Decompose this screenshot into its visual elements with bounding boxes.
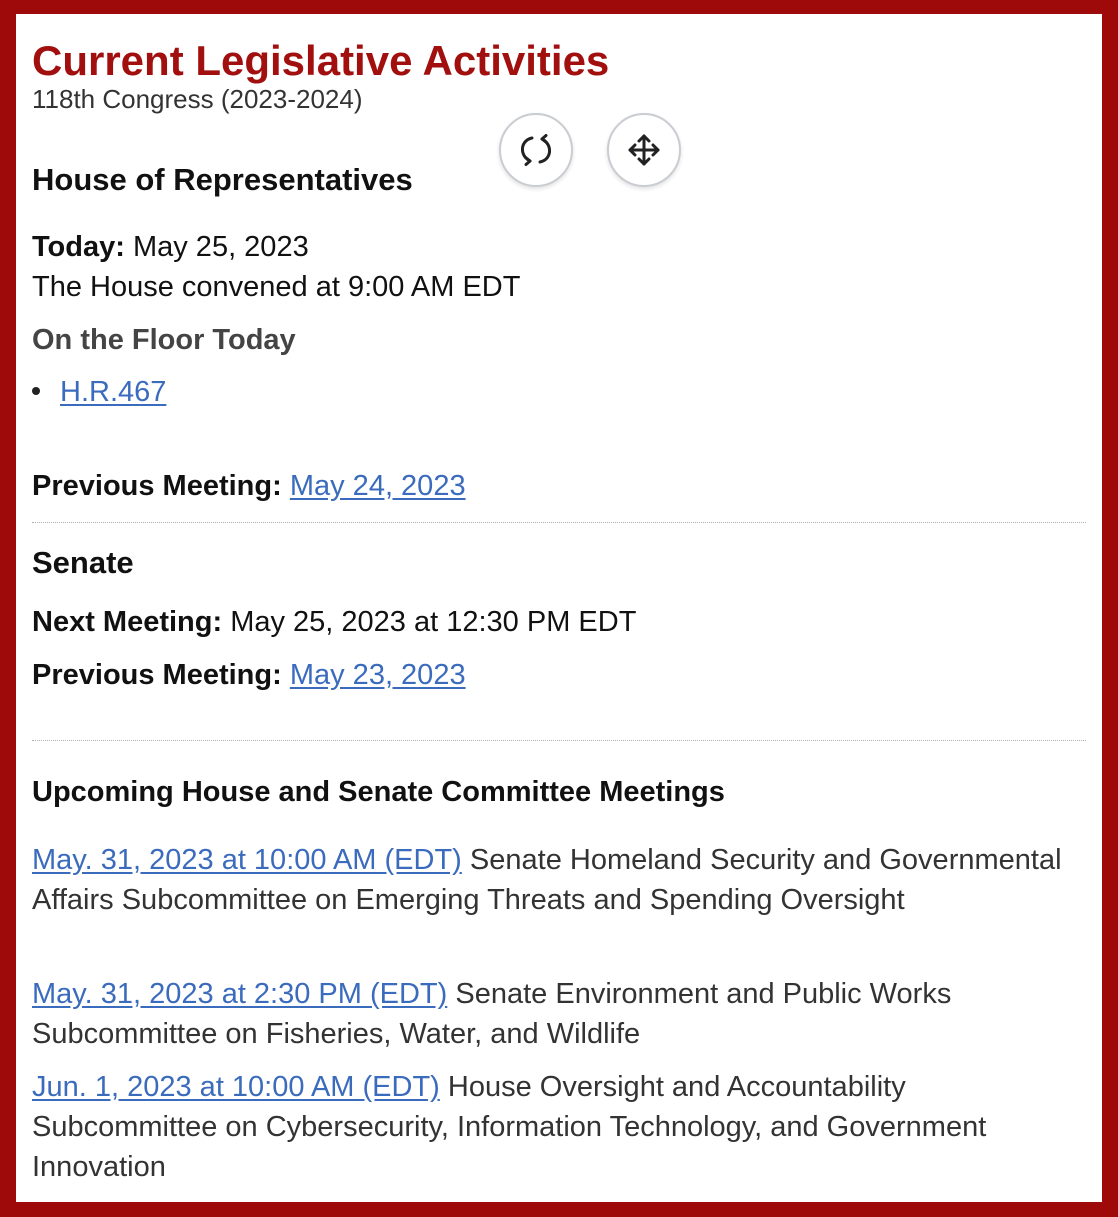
committee-meeting-item <box>32 1067 1090 1187</box>
today-date: May 25, 2023 <box>132 231 309 263</box>
refresh-button[interactable] <box>499 113 573 187</box>
house-section-title: House of Representatives <box>32 162 413 197</box>
legislative-activities-widget <box>16 14 1102 1202</box>
bill-link-hr467[interactable]: H.R.467 <box>60 376 167 408</box>
section-divider <box>32 740 1086 741</box>
house-previous-meeting-link[interactable]: May 24, 2023 <box>289 470 466 502</box>
house-convened-text: The House convened at 9:00 AM EDT <box>32 271 521 303</box>
floor-today-heading: On the Floor Today <box>32 324 296 356</box>
today-label: Today: <box>32 231 125 263</box>
section-divider <box>32 522 1086 523</box>
committee-meetings-title: Upcoming House and Senate Committee Meetings <box>32 776 725 808</box>
senate-next-meeting <box>32 606 636 639</box>
meeting-description: Senate Environment and Public Works Subcommittee on Fisheries, Water, and Wildlife <box>32 978 952 1050</box>
floor-list-item <box>32 376 166 409</box>
house-previous-meeting <box>32 470 466 503</box>
house-previous-label: Previous Meeting: <box>32 470 282 502</box>
meeting-description: House Oversight and Accountability Subcommittee on Cybersecurity, Information Technology, and Government Innovation <box>32 1071 987 1183</box>
senate-previous-meeting <box>32 659 466 692</box>
congress-subtitle: 118th Congress (2023-2024) <box>32 84 363 114</box>
senate-previous-meeting-link[interactable]: May 23, 2023 <box>289 659 466 691</box>
senate-previous-label: Previous Meeting: <box>32 659 282 691</box>
meeting-date-link[interactable]: May. 31, 2023 at 2:30 PM (EDT) <box>32 978 448 1010</box>
move-button[interactable] <box>607 113 681 187</box>
committee-meeting-item <box>32 840 1090 920</box>
meeting-date-link[interactable]: Jun. 1, 2023 at 10:00 AM (EDT) <box>32 1071 440 1103</box>
meeting-date-link[interactable]: May. 31, 2023 at 10:00 AM (EDT) <box>32 844 462 876</box>
meeting-description: Senate Homeland Security and Governmental Affairs Subcommittee on Emerging Threats and Spending Oversight <box>32 844 1062 916</box>
committee-meeting-item <box>32 974 1090 1054</box>
page-title: Current Legislative Activities <box>32 37 610 84</box>
senate-section-title: Senate <box>32 545 134 580</box>
senate-next-label: Next Meeting: <box>32 606 223 638</box>
house-today <box>32 231 309 264</box>
refresh-icon <box>516 130 556 170</box>
senate-next-value: May 25, 2023 at 12:30 PM EDT <box>230 606 637 638</box>
move-icon <box>624 130 664 170</box>
bullet-icon <box>32 387 40 395</box>
